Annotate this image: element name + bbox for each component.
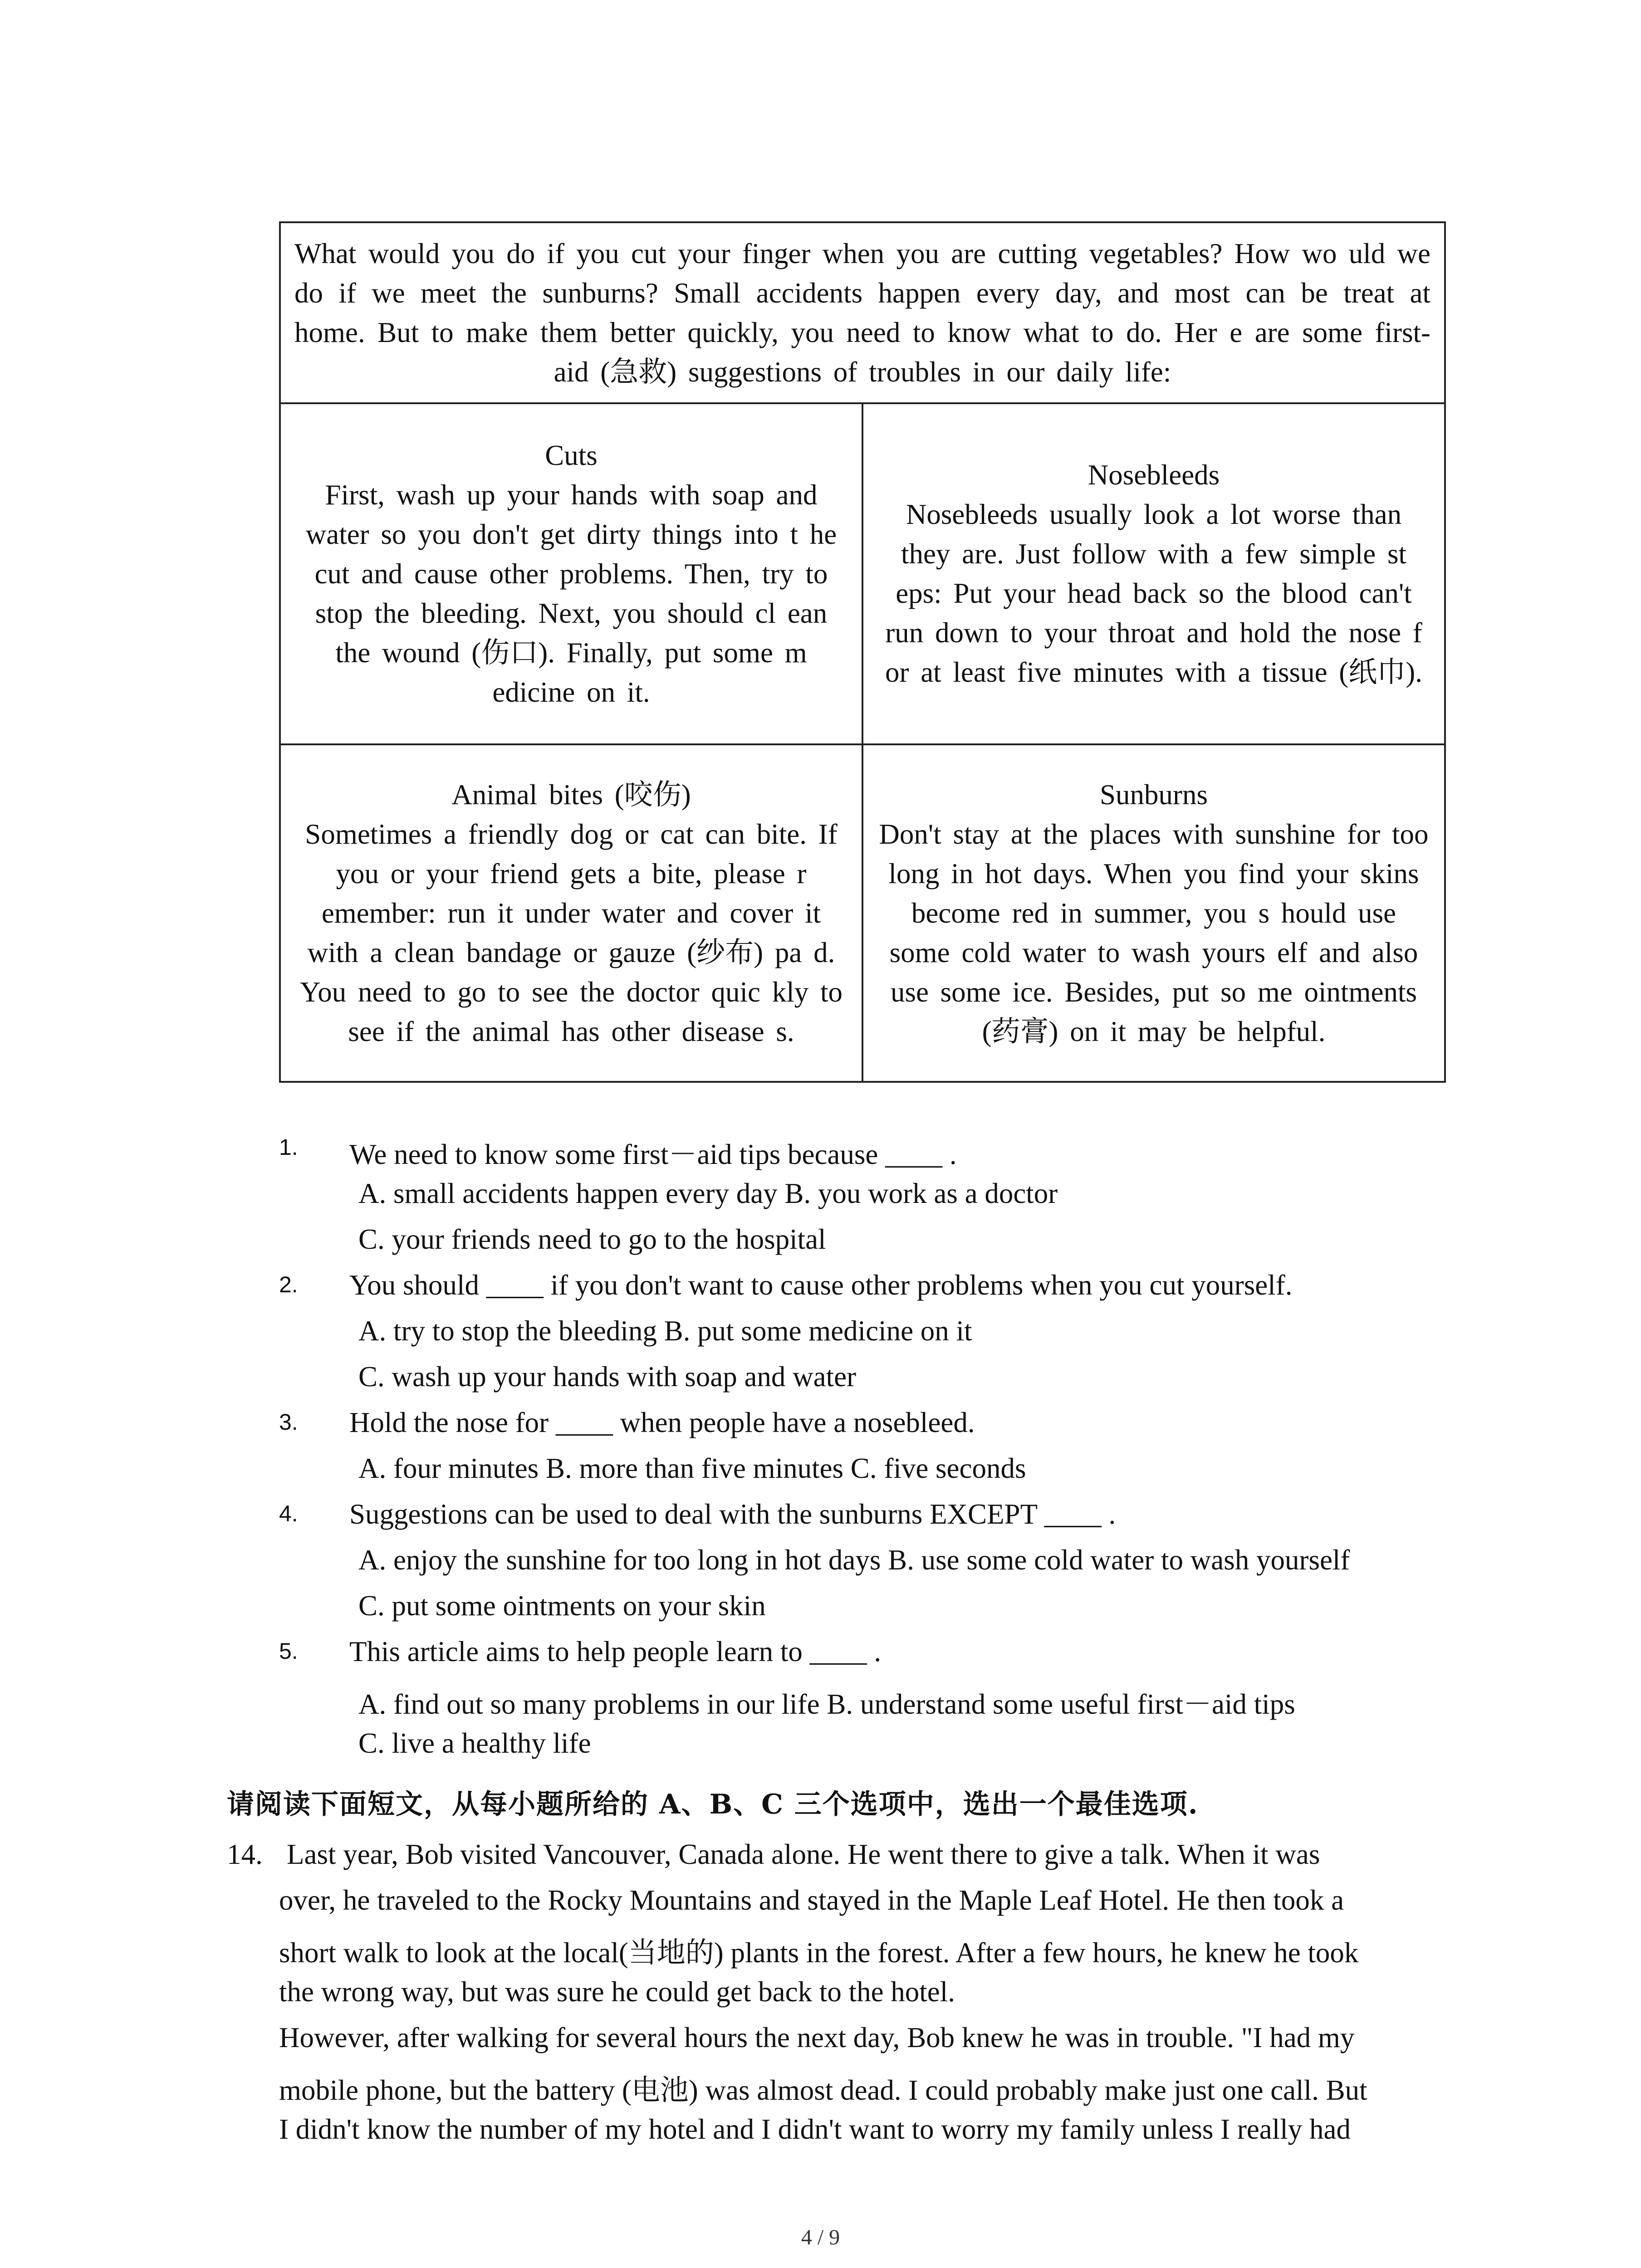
nosebleeds-title: Nosebleeds [1087, 459, 1220, 491]
nosebleeds-body: Nosebleeds usually look a lot worse than they are. Just follow with a few simple st eps: Put your head back so the blood can't run down to your throat and hold the nose f or at least five minutes with a tissue (纸巾). [885, 499, 1422, 688]
question-option: A. try to stop the bleeding B. put some medicine on it [358, 1315, 972, 1347]
bites-title: Animal bites (咬伤) [451, 778, 691, 811]
cuts-body: First, wash up your hands with soap and water so you don't get dirty things into t he cut and cause other problems. Then, try to stop the bleeding. Next, you should cl ean the wound (伤口). Finally, put some m edicine on it. [305, 479, 837, 708]
section-heading: 请阅读下面短文，从每小题所给的 A、B、C 三个选项中，选出一个最佳选项. [227, 1789, 1199, 1820]
bites-body: Sometimes a friendly dog or cat can bite. If you or your friend gets a bite, please r emember: run it under water and cover it with a clean bandage or gauze (纱布) pa d. You need to go to see the doctor quic kly to see if the animal has other disease s. [300, 818, 843, 1047]
question-number: 5. [279, 1638, 298, 1664]
question-stem: This article aims to help people learn to ____ . [349, 1636, 882, 1667]
question-number: 3. [279, 1409, 298, 1435]
question-option: A. small accidents happen every day B. you work as a doctor [358, 1178, 1058, 1209]
question-number: 2. [279, 1272, 298, 1297]
question-option: C. put some ointments on your skin [358, 1590, 766, 1622]
passage-number: 14. [227, 1838, 263, 1870]
question-stem: Suggestions can be used to deal with the sunburns EXCEPT ____ . [349, 1498, 1116, 1530]
page-number: 4 / 9 [801, 2225, 840, 2249]
question-number: 4. [279, 1501, 298, 1526]
question-option: A. find out so many problems in our life B. understand some useful first－aid tips [358, 1688, 1295, 1720]
question-stem: You should ____ if you don't want to cause other problems when you cut yourself. [349, 1269, 1293, 1301]
passage-line: However, after walking for several hours the next day, Bob knew he was in trouble. "I had my [279, 2022, 1355, 2053]
intro-paragraph: What would you do if you cut your finger when you are cutting vegetables? How wo uld we do if we meet the sunburns? Small accidents happen every day, and most can be treat at home. But to make them better quickly, you need to know what to do. Her e are some first-aid (急救) suggestions of troubles in our daily life: [280, 222, 1445, 403]
passage-line: over, he traveled to the Rocky Mountains and stayed in the Maple Leaf Hotel. He then took a [279, 1884, 1344, 1916]
question-option: C. wash up your hands with soap and water [358, 1361, 857, 1393]
question-option: C. live a healthy life [358, 1727, 591, 1759]
cuts-title: Cuts [545, 439, 598, 471]
question-option: A. four minutes B. more than five minutes C. five seconds [358, 1452, 1026, 1484]
question-number: 1. [279, 1134, 298, 1160]
question-stem: Hold the nose for ____ when people have a nosebleed. [349, 1407, 975, 1438]
question-option: C. your friends need to go to the hospital [358, 1223, 826, 1255]
nosebleeds-cell [862, 403, 1445, 744]
sunburns-cell [862, 744, 1445, 1082]
passage-line: short walk to look at the local(当地的) plants in the forest. After a few hours, he knew he took [279, 1937, 1359, 1969]
question-stem: We need to know some first－aid tips because ____ . [349, 1139, 957, 1170]
sunburns-title: Sunburns [1099, 778, 1208, 811]
question-option: A. enjoy the sunshine for too long in hot days B. use some cold water to wash yourself [358, 1544, 1350, 1576]
first-aid-table [279, 221, 1446, 1083]
cuts-cell [280, 403, 862, 744]
bites-cell [280, 744, 862, 1082]
passage-line: mobile phone, but the battery (电池) was almost dead. I could probably make just one call. But [279, 2074, 1367, 2106]
sunburns-body: Don't stay at the places with sunshine for too long in hot days. When you find your skins become red in summer, you s hould use some cold water to wash yours elf and also use some ice. Besides, put so me ointments (药膏) on it may be helpful. [879, 818, 1429, 1047]
passage-line: the wrong way, but was sure he could get back to the hotel. [279, 1976, 955, 2008]
passage-line: Last year, Bob visited Vancouver, Canada alone. He went there to give a talk. When it was [287, 1838, 1320, 1870]
passage-line: I didn't know the number of my hotel and I didn't want to worry my family unless I really had [279, 2113, 1351, 2145]
